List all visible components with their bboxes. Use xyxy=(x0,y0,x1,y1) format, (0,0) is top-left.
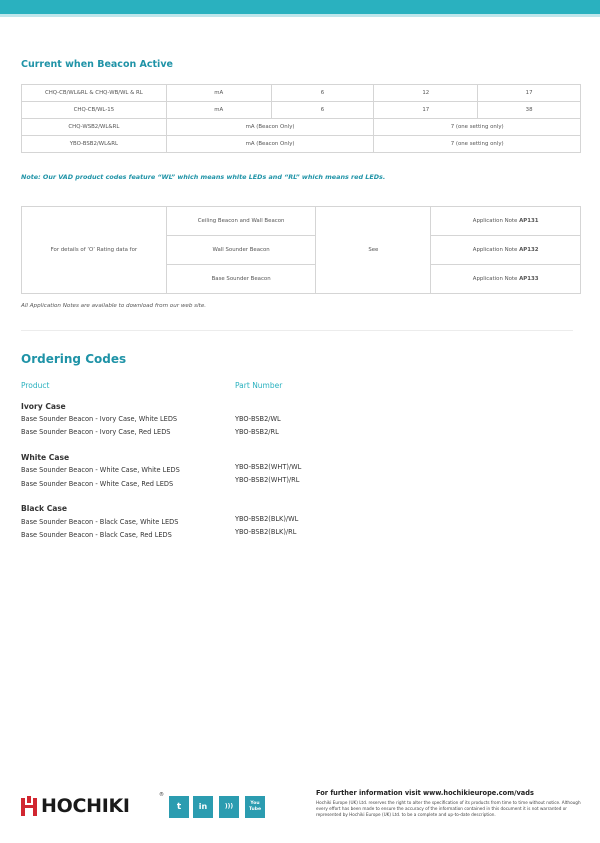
unit-cell: mA (Beacon Only) xyxy=(166,136,374,153)
table-row xyxy=(22,207,581,236)
part-number: YBO-BSB2/RL xyxy=(235,428,279,436)
list-item: Base Sounder Beacon - Black Case, Red LEDS xyxy=(21,531,172,539)
see-cell: See xyxy=(316,207,431,294)
product-cell: Ceiling Beacon and Wall Beacon xyxy=(166,207,316,236)
twitter-icon[interactable] xyxy=(169,796,189,818)
part-number-column-header: Part Number xyxy=(235,381,283,390)
app-note-cell xyxy=(431,265,581,294)
app-note-prefix: Application Note xyxy=(472,276,518,282)
disclaimer: Hochiki Europe (UK) Ltd. reserves the right to alter the specification of its products from time to time without notice. Although every effort has been made to ensure the accuracy of the information contained in this document it is not warranted or represented by Hochiki Europe (UK) Ltd. to be a complete and up-to-date description. xyxy=(316,800,581,817)
table-row xyxy=(22,102,581,119)
model-cell: CHQ-CB/WL&RL & CHQ-WB/WL & RL xyxy=(22,85,167,102)
group-heading-white: White Case xyxy=(21,453,70,462)
value-cell: 12 xyxy=(374,85,478,102)
application-notes-note: All Application Notes are available to download from our web site. xyxy=(21,303,207,309)
app-note-code: AP133 xyxy=(519,276,539,282)
list-item: Base Sounder Beacon - White Case, Red LEDS xyxy=(21,480,174,488)
unit-cell: mA (Beacon Only) xyxy=(166,119,374,136)
model-cell: CHQ-CB/WL-15 xyxy=(22,102,167,119)
app-note-prefix: Application Note xyxy=(472,218,518,224)
led-code-note: Note: Our VAD product codes feature “WL” which means white LEDs and “RL” which means red LEDs. xyxy=(21,173,386,181)
part-number: YBO-BSB2/WL xyxy=(235,415,281,423)
model-cell: YBO-BSB2/WL&RL xyxy=(22,136,167,153)
app-note-cell xyxy=(431,236,581,265)
product-column-header: Product xyxy=(21,381,50,390)
part-number: YBO-BSB2(WHT)/RL xyxy=(235,476,300,484)
app-note-prefix: Application Note xyxy=(472,247,518,253)
group-heading-black: Black Case xyxy=(21,504,68,513)
youtube-icon[interactable] xyxy=(245,796,265,818)
app-note-code: AP131 xyxy=(519,218,539,224)
divider xyxy=(21,330,573,331)
list-item: Base Sounder Beacon - Black Case, White LEDS xyxy=(21,518,179,526)
unit-cell: mA xyxy=(166,85,271,102)
model-cell: CHQ-WSB2/WL&RL xyxy=(22,119,167,136)
linkedin-glyph: in xyxy=(198,802,208,811)
part-number: YBO-BSB2(BLK)/WL xyxy=(235,515,299,523)
current-table xyxy=(21,84,581,153)
rss-icon[interactable] xyxy=(219,796,239,818)
list-item: Base Sounder Beacon - White Case, White LEDS xyxy=(21,466,180,474)
linkedin-icon[interactable] xyxy=(193,796,213,818)
product-cell: Base Sounder Beacon xyxy=(166,265,316,294)
setting-cell: 7 (one setting only) xyxy=(374,136,581,153)
table-row xyxy=(22,85,581,102)
part-number: YBO-BSB2(WHT)/WL xyxy=(235,463,302,471)
value-cell: 6 xyxy=(271,85,374,102)
setting-cell: 7 (one setting only) xyxy=(374,119,581,136)
table-row xyxy=(22,136,581,153)
value-cell: 38 xyxy=(478,102,581,119)
section-title-current: Current when Beacon Active xyxy=(21,59,173,70)
website-link[interactable]: For further information visit www.hochikieurope.com/vads xyxy=(316,789,534,797)
value-cell: 6 xyxy=(271,102,374,119)
brand-name: HOCHIKI xyxy=(41,795,130,817)
trademark: ® xyxy=(159,792,164,798)
group-heading-ivory: Ivory Case xyxy=(21,402,66,411)
table-row xyxy=(22,119,581,136)
value-cell: 17 xyxy=(478,85,581,102)
app-note-code: AP132 xyxy=(519,247,539,253)
twitter-glyph: t xyxy=(176,802,182,812)
o-rating-label: For details of ‘O’ Rating data for xyxy=(22,207,167,294)
list-item: Base Sounder Beacon - Ivory Case, White LEDS xyxy=(21,415,178,423)
rss-glyph: ))) xyxy=(224,803,234,810)
top-accent-bar xyxy=(0,0,600,14)
hochiki-mark-icon xyxy=(21,796,37,816)
unit-cell: mA xyxy=(166,102,271,119)
youtube-glyph: You Tube xyxy=(248,801,262,812)
app-note-cell xyxy=(431,207,581,236)
product-cell: Wall Sounder Beacon xyxy=(166,236,316,265)
o-rating-table xyxy=(21,206,581,294)
list-item: Base Sounder Beacon - Ivory Case, Red LEDS xyxy=(21,428,171,436)
section-title-ordering: Ordering Codes xyxy=(21,352,127,366)
part-number: YBO-BSB2(BLK)/RL xyxy=(235,528,297,536)
value-cell: 17 xyxy=(374,102,478,119)
